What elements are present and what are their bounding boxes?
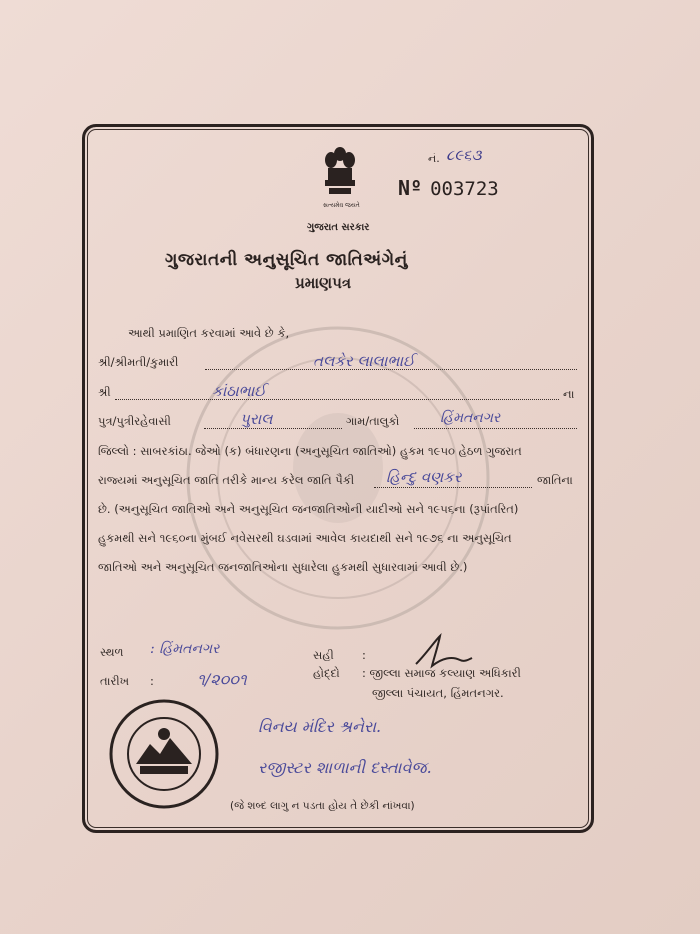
certificate-title: ગુજરાતની અનુસૂચિત જાતિઅંગેનું <box>165 250 408 270</box>
date-label: તારીખ <box>100 674 130 688</box>
date-value: ૧/૨૦૦૧ <box>197 670 247 689</box>
village-dotted-line <box>414 427 577 429</box>
instruction-note: (જે શબ્દ લાગુ ન પડતા હોય તે છેકી નાંખવા) <box>230 800 415 812</box>
designation-label: હોદ્દો <box>313 666 340 680</box>
serial-number <box>398 176 499 200</box>
emblem-motto: સત્યમેવ જયતે <box>323 202 360 209</box>
serial-value: 003723 <box>430 178 499 200</box>
body-line-5: રાજ્યમાં અનુસૂચિત જાતિ તરીકે માન્ય કરેલ જાતિ પૈકી <box>98 473 355 487</box>
body-line-6: છે. (અનુસૂચિત જાતિઓ અને અનુસૂચિત જનજાતિઓની યાદીઓ સને ૧૯૫૬ના (રૂપાંતરિત) <box>98 502 519 516</box>
village-label: ગામ/તાલુકો <box>346 414 400 428</box>
caste-value: હિન્દુ વણકર <box>386 468 462 486</box>
father-dotted-line <box>115 398 559 400</box>
date-colon: : <box>150 674 154 688</box>
body-line-7: હુકમથી સને ૧૯૬૦ના મુંબઈ નવેસરથી ઘડવામાં આવેલ કાયદાથી સને ૧૯૭૬ ના અનુસૂચિત <box>98 531 512 545</box>
serial-prefix: Nº <box>398 176 423 200</box>
panchayat-stamp-icon <box>108 698 220 810</box>
place-value: : હિંમતનગર <box>150 641 220 657</box>
government-name: ગુજરાત સરકાર <box>307 222 370 233</box>
caste-suffix: જાતિના <box>537 473 573 487</box>
handwritten-note-2: રજીસ્ટર શાળાની દસ્તાવેજ. <box>258 758 432 777</box>
caste-dotted-line <box>374 486 532 488</box>
resident-label: પુત્ર/પુત્રીરહેવાસી <box>98 414 171 428</box>
father-suffix: ના <box>563 387 575 401</box>
body-line-8: જાતિઓ અને અનુસૂચિત જનજાતિઓના સુધારેલા હુકમથી સુધારવામાં આવી છે.) <box>98 560 468 574</box>
name-label: શ્રી/શ્રીમતી/કુમારી <box>98 355 179 369</box>
national-emblem-icon <box>320 144 360 204</box>
resident-dotted-line <box>204 427 342 429</box>
number-handwritten: ૮૯૬૩ <box>446 146 482 164</box>
sign-label: સહી <box>313 648 334 662</box>
designation-value: : જીલ્લા સમાજ કલ્યાણ અધિકારી <box>362 666 521 680</box>
sign-colon: : <box>362 648 366 662</box>
resident-value: પુરાલ <box>240 410 273 428</box>
office-value: જીલ્લા પંચાયત, હિંમતનગર. <box>372 686 504 700</box>
village-value: હિંમતનગર <box>440 410 501 426</box>
place-label: સ્થળ <box>100 645 124 659</box>
handwritten-note-1: વિનય મંદિર શ્રનેરા. <box>258 717 382 736</box>
name-value: તલકેર લાલાભાઈ <box>313 352 415 370</box>
body-line-4: જિલ્લો : સાબરકાંઠા. જેઓ (ક) બંધારણના (અનુસૂચિત જાતિઓ) હુકમ ૧૯૫૦ હેઠળ ગુજરાત <box>98 444 522 458</box>
intro-text: આથી પ્રમાણિત કરવામાં આવે છે કે, <box>128 326 290 340</box>
father-label: શ્રી <box>98 385 111 399</box>
certificate-subtitle: પ્રમાણપત્ર <box>295 274 352 292</box>
father-value: કાંઠાભાઈ <box>212 382 266 400</box>
number-label: નં. <box>428 152 440 165</box>
